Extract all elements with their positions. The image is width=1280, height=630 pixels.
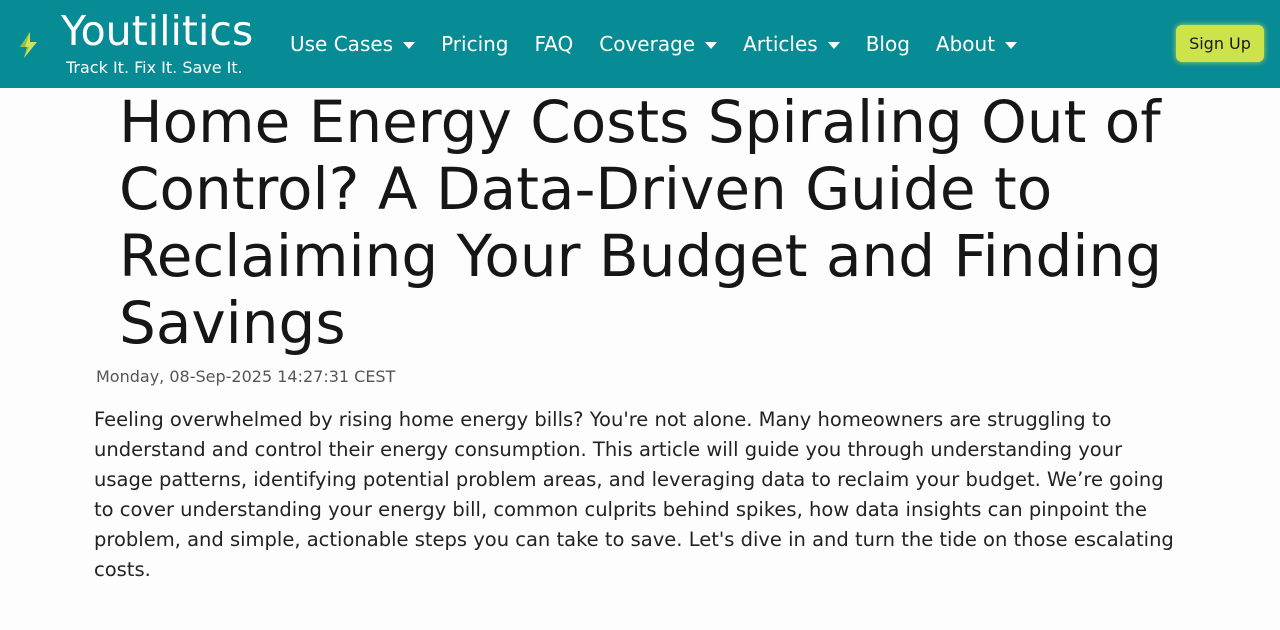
main-nav [277, 30, 1030, 58]
sign-up-button[interactable]: Sign Up [1176, 25, 1264, 62]
chevron-down-icon [828, 42, 840, 49]
nav-use-cases-label: Use Cases [290, 32, 394, 56]
article-intro: Feeling overwhelmed by rising home energy bills? You're not alone. Many homeowners are struggling to understand and control their energy consumption. This article will guide you through understanding your usage patterns, identifying potential problem areas, and leveraging data to reclaim your budget. We’re going to cover understanding your energy bill, common culprits behind spikes, how data insights can pinpoint the problem, and simple, actionable steps you can take to save. Let's dive in and turn the tide on those escalating costs. [94, 408, 1174, 581]
nav-blog[interactable] [853, 30, 923, 58]
nav-coverage-label: Coverage [599, 32, 696, 56]
nav-use-cases[interactable] [277, 30, 428, 58]
nav-pricing-label: Pricing [441, 32, 509, 56]
chevron-down-icon [1005, 42, 1017, 49]
top-navbar [0, 0, 1280, 88]
nav-blog-label: Blog [865, 32, 910, 56]
nav-articles[interactable] [730, 30, 853, 58]
lightning-bolt-icon[interactable] [17, 30, 41, 60]
article-date: Monday, 08-Sep-2025 14:27:31 CEST [96, 367, 396, 386]
nav-about-label: About [935, 32, 996, 56]
chevron-down-icon [705, 42, 717, 49]
nav-coverage[interactable] [586, 30, 730, 58]
nav-faq[interactable] [522, 30, 587, 58]
nav-articles-label: Articles [743, 32, 818, 56]
brand-tagline: Track It. Fix It. Save It. [66, 58, 243, 77]
nav-pricing[interactable] [428, 30, 521, 58]
article-title: Home Energy Costs Spiraling Out of Control? A Data-Driven Guide to Reclaiming Your Budget and Finding Savings [119, 88, 1163, 357]
brand-name[interactable]: Youtilitics [61, 7, 254, 55]
nav-about[interactable] [923, 30, 1030, 58]
chevron-down-icon [403, 42, 415, 49]
nav-faq-label: FAQ [534, 32, 574, 56]
